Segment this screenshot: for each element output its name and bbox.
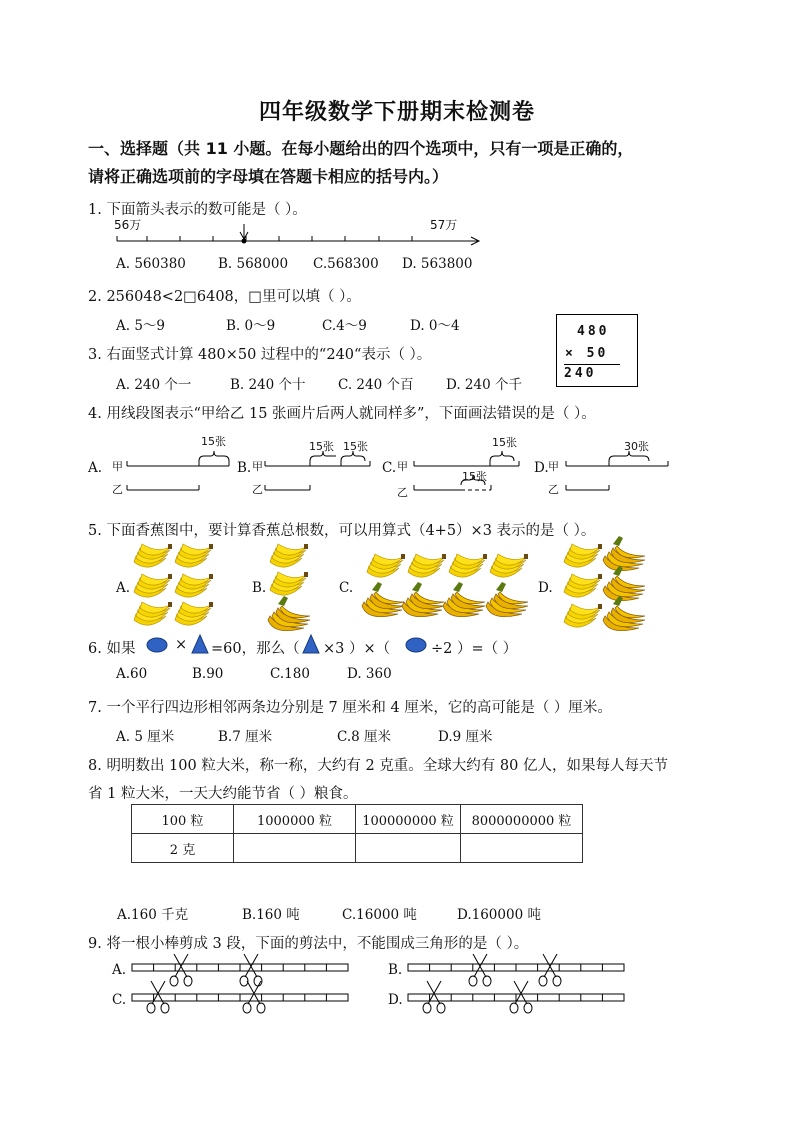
q4-option-a[interactable]: A.	[88, 460, 103, 476]
q4-b-15b: 15张	[343, 440, 368, 453]
q9-option-b[interactable]: B.	[388, 962, 403, 978]
q3-option-d[interactable]: D. 240 个千	[446, 377, 522, 393]
table-cell: 100000000 粒	[356, 805, 461, 834]
q3-option-b[interactable]: B. 240 个十	[230, 377, 306, 393]
question-6-times: ×	[175, 637, 188, 653]
q7-option-d[interactable]: D.9 厘米	[438, 729, 493, 745]
q1-option-b[interactable]: B. 568000	[218, 256, 289, 272]
vertical-top: 480	[577, 324, 610, 339]
section-heading-line1: 一、选择题（共 11 小题。在每小题给出的四个选项中，只有一项是正确的，	[88, 139, 634, 158]
table-cell: 1000000 粒	[234, 805, 356, 834]
q7-option-b[interactable]: B.7 厘米	[218, 729, 273, 745]
q2-option-d[interactable]: D. 0～4	[410, 318, 460, 334]
table-cell: 2 克	[132, 834, 234, 863]
q4-c-15a: 15张	[492, 436, 517, 449]
q4-option-b[interactable]: B.	[237, 460, 252, 476]
q2-option-a[interactable]: A. 5～9	[116, 318, 166, 334]
q4-a-15: 15张	[201, 435, 226, 448]
q4-option-d[interactable]: D.	[534, 460, 549, 476]
q4-c-jia: 甲	[397, 460, 408, 473]
q3-option-a[interactable]: A. 240 个一	[116, 377, 192, 393]
q5-option-a[interactable]: A.	[116, 580, 131, 596]
q6-option-a[interactable]: A.60	[116, 666, 148, 682]
q4-d-jia: 甲	[548, 460, 559, 473]
q4-b-yi: 乙	[252, 483, 263, 496]
q9-option-c[interactable]: C.	[112, 992, 127, 1008]
q6-option-c[interactable]: C.180	[270, 666, 310, 682]
vertical-bottom: 240	[564, 364, 620, 381]
q1-option-c[interactable]: C.568300	[313, 256, 379, 272]
table-cell: 8000000000 粒	[461, 805, 583, 834]
q6-option-d[interactable]: D. 360	[347, 666, 392, 682]
q4-d-yi: 乙	[548, 483, 559, 496]
question-6-part3: ×3 ）×（	[323, 641, 391, 657]
question-8-line2: 省 1 粒大米，一天大约能节省（ ）粮食。	[88, 786, 358, 802]
q4-d-30: 30张	[624, 440, 649, 453]
q4-c-yi: 乙	[397, 486, 408, 499]
q4-option-c[interactable]: C.	[382, 460, 397, 476]
question-8-line1: 8. 明明数出 100 粒大米，称一称，大约有 2 克重。全球大约有 80 亿人，如果每人每天节	[88, 758, 668, 774]
question-9: 9. 将一根小棒剪成 3 段，下面的剪法中，不能围成三角形的是（ ）。	[88, 936, 529, 952]
q4-a-jia: 甲	[112, 460, 123, 473]
number-line-right-label: 57万	[430, 218, 458, 232]
q4-a-yi: 乙	[112, 483, 123, 496]
q5-option-d[interactable]: D.	[538, 580, 553, 596]
section-heading-line2: 请将正确选项前的字母填在答题卡相应的括号内。）	[88, 167, 449, 186]
q2-option-b[interactable]: B. 0～9	[226, 318, 276, 334]
table-cell: 100 粒	[132, 805, 234, 834]
q8-option-c[interactable]: C.16000 吨	[342, 907, 417, 923]
question-1: 1. 下面箭头表示的数可能是（ ）。	[88, 202, 307, 218]
question-6-part2: =60，那么（	[211, 641, 300, 657]
question-3: 3. 右面竖式计算 480×50 过程中的“240“表示（ ）。	[88, 347, 432, 363]
page-title: 四年级数学下册期末检测卷	[258, 100, 535, 125]
number-line-left-label: 56万	[114, 218, 142, 232]
q2-option-c[interactable]: C.4～9	[322, 318, 367, 334]
question-5: 5. 下面香蕉图中，要计算香蕉总根数，可以用算式（4+5）×3 表示的是（ ）。	[88, 523, 596, 539]
q4-b-15a: 15张	[309, 440, 334, 453]
q4-c-15b: 15张	[462, 470, 487, 483]
q7-option-c[interactable]: C.8 厘米	[337, 729, 392, 745]
q9-option-d[interactable]: D.	[388, 992, 403, 1008]
question-2: 2. 256048<2□6408，□里可以填（ ）。	[88, 289, 361, 305]
q3-option-c[interactable]: C. 240 个百	[338, 377, 414, 393]
q7-option-a[interactable]: A. 5 厘米	[116, 729, 175, 745]
question-7: 7. 一个平行四边形相邻两条边分别是 7 厘米和 4 厘米，它的高可能是（ ）厘米。	[88, 700, 612, 716]
q8-option-d[interactable]: D.160000 吨	[457, 907, 541, 923]
q5-option-c[interactable]: C.	[339, 580, 354, 596]
q4-b-jia: 甲	[252, 460, 263, 473]
q8-option-a[interactable]: A.160 千克	[117, 907, 189, 923]
question-6-part4: ÷2 ）=（ ）	[431, 641, 518, 657]
question-4: 4. 用线段图表示“甲给乙 15 张画片后两人就同样多”，下面画法错误的是（ ）。	[88, 406, 596, 422]
q1-option-a[interactable]: A. 560380	[116, 256, 186, 272]
question-6-part1: 6. 如果	[88, 641, 136, 657]
vertical-mid: × 50	[565, 346, 609, 361]
q8-option-b[interactable]: B.160 吨	[242, 907, 300, 923]
q6-option-b[interactable]: B.90	[192, 666, 224, 682]
q9-option-a[interactable]: A.	[112, 962, 127, 978]
q5-option-b[interactable]: B.	[252, 580, 267, 596]
q1-option-d[interactable]: D. 563800	[402, 256, 473, 272]
